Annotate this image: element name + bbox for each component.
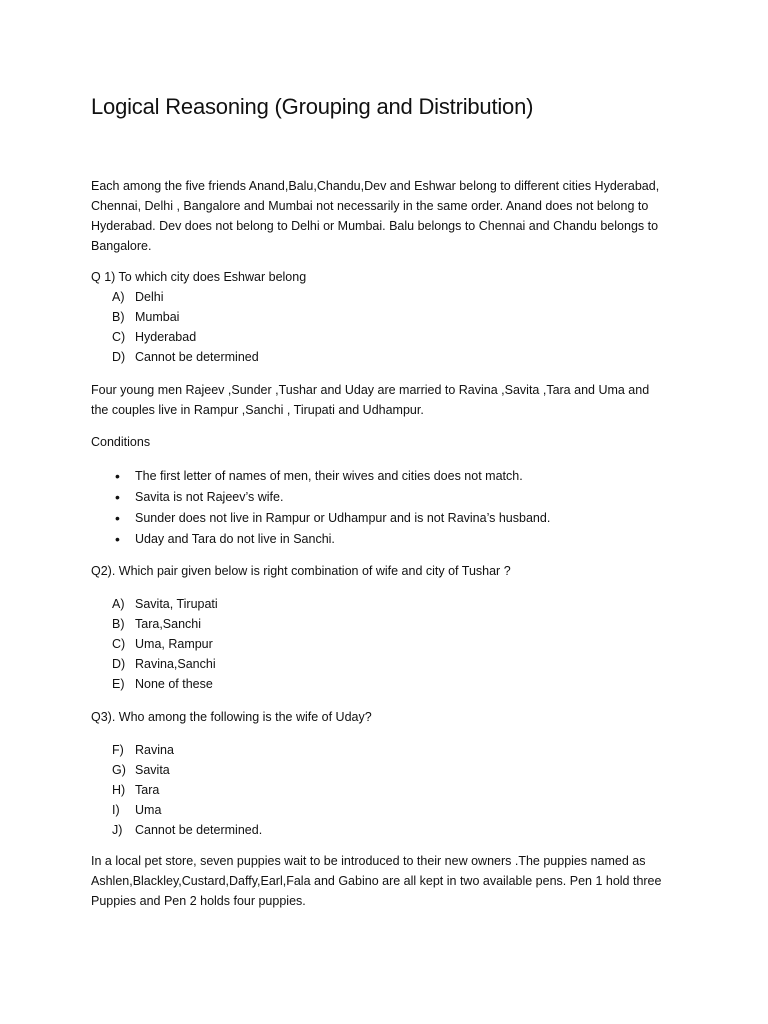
option-item bbox=[91, 614, 681, 634]
condition-text: The first letter of names of men, their wives and cities does not match. bbox=[135, 469, 523, 483]
conditions-heading: Conditions bbox=[91, 435, 151, 449]
condition-text: Uday and Tara do not live in Sanchi. bbox=[135, 532, 335, 546]
option-item bbox=[91, 740, 681, 760]
bullet-icon: • bbox=[115, 531, 120, 547]
question-1: Q 1) To which city does Eshwar belong bbox=[91, 270, 307, 284]
option-text: Cannot be determined bbox=[135, 350, 259, 364]
option-letter: B) bbox=[112, 617, 125, 631]
option-item bbox=[91, 674, 681, 694]
passage-line: Puppies and Pen 2 holds four puppies. bbox=[91, 894, 306, 908]
passage-friends-cities bbox=[91, 176, 681, 256]
option-text: Savita bbox=[135, 763, 170, 777]
option-text: Uma, Rampur bbox=[135, 637, 213, 651]
passage-line: Bangalore. bbox=[91, 239, 152, 253]
option-letter: J) bbox=[112, 823, 123, 837]
option-letter: I) bbox=[112, 803, 120, 817]
conditions-list bbox=[91, 466, 691, 550]
question-2: Q2). Which pair given below is right combination of wife and city of Tushar ? bbox=[91, 564, 511, 578]
option-item bbox=[91, 347, 681, 367]
option-item bbox=[91, 327, 681, 347]
passage-line: Ashlen,Blackley,Custard,Daffy,Earl,Fala and Gabino are all kept in two available pens. Pen 1 hold three bbox=[91, 874, 662, 888]
passage-puppies bbox=[91, 851, 681, 911]
passage-line: the couples live in Rampur ,Sanchi , Tirupati and Udhampur. bbox=[91, 403, 424, 417]
option-text: Ravina bbox=[135, 743, 174, 757]
option-letter: D) bbox=[112, 350, 126, 364]
option-item bbox=[91, 307, 681, 327]
question-3-options bbox=[91, 740, 681, 840]
passage-line: Hyderabad. Dev does not belong to Delhi or Mumbai. Balu belongs to Chennai and Chandu belongs to bbox=[91, 219, 659, 233]
option-item bbox=[91, 287, 681, 307]
condition-item bbox=[91, 508, 691, 529]
bullet-icon: • bbox=[115, 489, 120, 505]
bullet-icon: • bbox=[115, 468, 120, 484]
option-item bbox=[91, 780, 681, 800]
condition-text: Savita is not Rajeev’s wife. bbox=[135, 490, 284, 504]
passage-line: Each among the five friends Anand,Balu,Chandu,Dev and Eshwar belong to different cities Hyderabad, bbox=[91, 179, 660, 193]
condition-text: Sunder does not live in Rampur or Udhampur and is not Ravina’s husband. bbox=[135, 511, 551, 525]
question-1-options bbox=[91, 287, 681, 367]
condition-item bbox=[91, 487, 691, 508]
option-letter: G) bbox=[112, 763, 126, 777]
option-text: Tara,Sanchi bbox=[135, 617, 202, 631]
option-letter: B) bbox=[112, 310, 125, 324]
option-text: Cannot be determined. bbox=[135, 823, 263, 837]
option-text: Hyderabad bbox=[135, 330, 197, 344]
option-item bbox=[91, 634, 681, 654]
option-letter: H) bbox=[112, 783, 126, 797]
option-item bbox=[91, 820, 681, 840]
option-text: Delhi bbox=[135, 290, 164, 304]
option-letter: A) bbox=[112, 597, 125, 611]
passage-couples bbox=[91, 380, 681, 420]
passage-line: In a local pet store, seven puppies wait to be introduced to their new owners .The puppies named as bbox=[91, 854, 646, 868]
option-text: Uma bbox=[135, 803, 162, 817]
option-text: Savita, Tirupati bbox=[135, 597, 218, 611]
condition-item bbox=[91, 529, 691, 550]
passage-line: Chennai, Delhi , Bangalore and Mumbai not necessarily in the same order. Anand does not belong to bbox=[91, 199, 649, 213]
condition-item bbox=[91, 466, 691, 487]
option-item bbox=[91, 800, 681, 820]
page-title: Logical Reasoning (Grouping and Distribution) bbox=[91, 94, 534, 119]
option-letter: C) bbox=[112, 637, 126, 651]
option-text: None of these bbox=[135, 677, 213, 691]
option-letter: A) bbox=[112, 290, 125, 304]
question-2-options bbox=[91, 594, 681, 694]
passage-line: Four young men Rajeev ,Sunder ,Tushar and Uday are married to Ravina ,Savita ,Tara and Uma and bbox=[91, 383, 650, 397]
question-3: Q3). Who among the following is the wife of Uday? bbox=[91, 710, 372, 724]
option-item bbox=[91, 654, 681, 674]
option-item bbox=[91, 594, 681, 614]
option-letter: E) bbox=[112, 677, 125, 691]
bullet-icon: • bbox=[115, 510, 120, 526]
option-text: Ravina,Sanchi bbox=[135, 657, 216, 671]
option-letter: C) bbox=[112, 330, 126, 344]
option-text: Mumbai bbox=[135, 310, 180, 324]
option-text: Tara bbox=[135, 783, 160, 797]
option-item bbox=[91, 760, 681, 780]
option-letter: F) bbox=[112, 743, 124, 757]
option-letter: D) bbox=[112, 657, 126, 671]
